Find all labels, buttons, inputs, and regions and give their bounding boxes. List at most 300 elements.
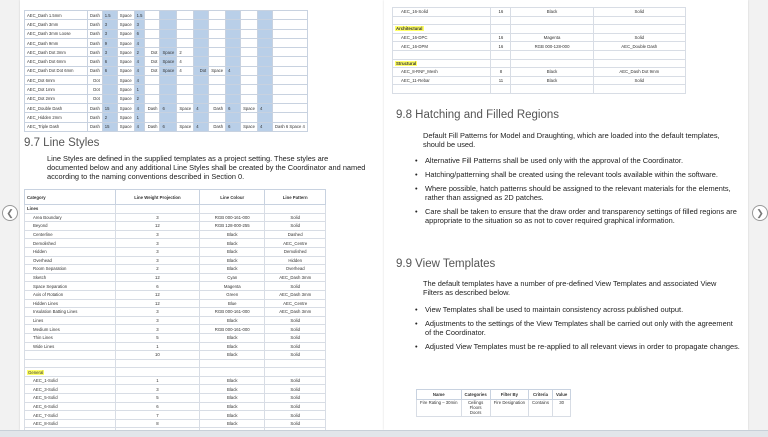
hatching-paragraph: Default Fill Patterns for Model and Draughting, which are loaded into the default templates, should be used. [423,131,720,149]
table-cell: AEC_8-Solid [25,419,116,428]
table-cell: Dash [88,66,103,75]
chevron-right-icon[interactable]: ❯ [752,205,768,221]
table-cell: Dot [145,57,160,66]
table-cell: 3 [102,29,117,38]
table-cell: Solid [265,411,326,420]
hatching-bullet-list [414,156,740,230]
table-cell: AEC_Dash Dot Dot 6mm [25,66,88,75]
list-item-text: Adjusted View Templates must be re-applied to all relevant views in order to propagate changes. [425,342,740,351]
table-cell [226,94,241,103]
table-cell [257,29,272,38]
table-cell [593,59,685,68]
table-cell: Overhead [25,256,116,265]
table-cell: Demolished [25,239,116,248]
table-cell [393,50,491,59]
table-cell [461,400,490,417]
group-label: Architectural [396,26,423,32]
table-cell: Dash 6 Space 4 [272,122,307,131]
table-cell: Dot [145,66,160,75]
table-cell: Dash [88,38,103,47]
table-cell: Space [117,85,134,94]
table-cell: 30 [552,400,570,417]
table-cell [209,113,226,122]
table-row [25,325,326,334]
table-cell [102,94,117,103]
table-cell: Dashed [265,230,326,239]
table-cell: 15 [102,122,117,131]
table-cell: Magenta [511,33,593,42]
table-row [25,256,326,265]
list-item-text: View Templates shall be used to maintain consistency across published output. [425,305,684,314]
table-cell: Solid [265,394,326,403]
table-cell [177,29,194,38]
table-row [393,8,686,17]
column-header: Value [552,390,570,400]
table-cell: 11 [491,76,511,85]
table-cell: 7 [115,411,199,420]
table-cell [257,85,272,94]
table-cell: 5 [115,333,199,342]
table-row [393,33,686,42]
table-cell [145,38,160,47]
table-cell: 1 [134,85,145,94]
column-header: Line Colour [200,190,265,205]
table-cell [25,368,116,377]
table-cell: Space [117,29,134,38]
column-header: Line Pattern [265,190,326,205]
table-cell [160,11,177,20]
table-cell [194,113,209,122]
table-cell [393,25,491,34]
table-cell: Lines [25,316,116,325]
table-cell: AEC_Dash Dot 3mm [25,48,88,57]
table-cell: 4 [194,122,209,131]
table-cell [241,57,258,66]
section-heading-line-styles: 9.7 Line Styles [24,137,100,149]
table-cell: 16 [491,33,511,42]
table-cell: Room Separation [25,265,116,274]
table-row [417,400,571,417]
table-cell [272,11,307,20]
table-row [393,16,686,25]
table-cell: Dash [145,103,160,112]
table-cell: 3 [115,247,199,256]
table-cell: AEC_Centre [265,239,326,248]
table-cell [491,50,511,59]
table-row [25,239,326,248]
table-cell [241,94,258,103]
table-cell: AEC_8-RNF_Mesh [393,68,491,77]
table-cell: Space [177,103,194,112]
table-cell [257,113,272,122]
table-row [25,213,326,222]
table-cell: Black [200,385,265,394]
table-cell: Space [117,57,134,66]
table-cell: AEC_16-Solid [393,8,491,17]
table-cell [511,25,593,34]
table-cell: 2 [177,48,194,57]
table-cell [272,85,307,94]
table-cell [226,38,241,47]
table-cell: 12 [115,273,199,282]
table-cell: 12 [115,222,199,231]
bullet-icon: • [415,305,418,314]
table-cell: Fire Rating – 30min [417,400,462,417]
table-cell: Black [200,316,265,325]
table-cell: Solid [265,376,326,385]
table-cell [194,20,209,29]
table-cell: Magenta [200,282,265,291]
table-cell: Space [160,57,177,66]
table-cell: AEC_Dot 2mm [25,94,88,103]
table-cell: 9 [102,38,117,47]
table-cell [115,205,199,214]
table-row [25,122,308,131]
table-cell [145,11,160,20]
table-row [25,247,326,256]
table-cell: 8 [115,419,199,428]
table-cell [241,20,258,29]
table-cell [265,368,326,377]
table-cell [160,94,177,103]
table-cell: 3 [115,385,199,394]
group-label: Structural [396,60,417,66]
table-cell: AEC_6-Solid [25,402,116,411]
table-cell: Contains [529,400,553,417]
table-row [393,85,686,94]
table-cell [209,20,226,29]
table-cell: Solid [265,316,326,325]
table-cell: Black [200,247,265,256]
table-cell: 4 [134,122,145,131]
table-cell: Dash [88,57,103,66]
table-cell [102,76,117,85]
table-cell: 12 [115,290,199,299]
table-cell [145,29,160,38]
bullet-icon: • [415,342,418,351]
table-cell [272,38,307,47]
table-row [25,113,308,122]
table-cell: Black [511,8,593,17]
table-cell [209,38,226,47]
table-row [393,25,686,34]
table-cell [226,113,241,122]
column-header: Category [25,190,116,205]
table-cell: AEC_1-Solid [25,376,116,385]
table-cell: Black [200,351,265,360]
table-cell [272,57,307,66]
table-cell [194,76,209,85]
table-cell: AEC_Dash 3mm [265,308,326,317]
table-cell: Black [200,256,265,265]
table-cell [209,48,226,57]
list-item [414,156,740,165]
table-cell: AEC_7-Solid [25,411,116,420]
table-cell [257,38,272,47]
table-cell [145,20,160,29]
table-cell [241,85,258,94]
table-cell: 12 [115,299,199,308]
column-header: Criteria [529,390,553,400]
table-cell: 6 [102,57,117,66]
table-cell: Sketch [25,273,116,282]
table-cell: Space [117,38,134,47]
table-row [25,411,326,420]
list-item-text: Hatching/patterning shall be created using the relevant tools available within the software. [425,170,718,179]
table-cell: Dash [88,113,103,122]
table-cell [272,20,307,29]
table-cell: AEC_Dash 1.5mm [25,11,88,20]
table-cell: 2 [134,94,145,103]
table-cell [593,85,685,94]
table-cell: Solid [265,213,326,222]
table-cell [241,11,258,20]
table-cell: 3 [102,48,117,57]
table-cell-line: Doors [469,410,482,416]
table-cell [272,94,307,103]
table-cell: Space [117,103,134,112]
table-row [25,402,326,411]
table-cell: 4 [177,57,194,66]
table-cell [194,29,209,38]
table-row [25,359,326,368]
group-label: General [28,369,44,375]
table-cell: 3 [115,230,199,239]
table-cell: 6 [160,122,177,131]
table-cell: 6 [102,66,117,75]
table-cell: 3 [134,20,145,29]
table-row [25,376,326,385]
table-cell: Beyond [25,222,116,231]
bullet-icon: • [415,184,418,193]
table-cell [200,368,265,377]
table-cell: Space [160,48,177,57]
table-cell: AEC_Dash 3mm [265,290,326,299]
table-cell: 1.5 [134,11,145,20]
table-cell [209,85,226,94]
table-cell: AEC_16-DPC [393,33,491,42]
table-cell [177,85,194,94]
table-cell: 2 [134,48,145,57]
table-cell [145,94,160,103]
table-cell: AEC_3-Solid [25,385,116,394]
table-cell: Black [200,411,265,420]
table-row [25,394,326,403]
table-cell [160,29,177,38]
table-cell: Solid [265,333,326,342]
table-cell: RGB 000-161-000 [200,213,265,222]
table-cell [257,66,272,75]
list-item [414,207,740,225]
table-cell: 16 [491,8,511,17]
table-cell: Demolished [265,247,326,256]
table-cell [200,359,265,368]
table-cell: 16 [491,42,511,51]
chevron-left-icon[interactable]: ❮ [2,205,18,221]
section-heading-hatching: 9.8 Hatching and Filled Regions [396,109,560,121]
table-cell-line: Floors [469,405,482,411]
table-cell: Dash [88,20,103,29]
table-cell: Space [117,66,134,75]
table-cell: Fire Designation [490,400,528,417]
table-cell: 4 [177,66,194,75]
table-cell: AEC_Double Dash [25,103,88,112]
table-cell [491,25,511,34]
table-cell: 4 [257,103,272,112]
table-cell: 4 [134,76,145,85]
line-styles-table-continued [392,7,686,94]
table-cell [511,50,593,59]
table-cell [511,85,593,94]
table-cell: Black [200,239,265,248]
table-cell: Black [200,230,265,239]
table-cell: AEC_Double Dash [593,42,685,51]
table-cell: Black [200,265,265,274]
table-cell: Space [209,66,226,75]
table-cell [209,29,226,38]
table-row [25,290,326,299]
line-styles-table [24,189,326,437]
table-row [25,57,308,66]
table-cell [265,359,326,368]
table-cell [194,94,209,103]
table-cell [209,94,226,103]
table-cell: 1 [115,342,199,351]
table-cell [209,57,226,66]
list-item-text: Care shall be taken to ensure that the draw order and transparency settings of filled regions are appropriate to the situation so as not to cover required graphical information. [425,207,737,225]
list-item [414,342,740,351]
table-cell [511,16,593,25]
table-cell: Space [117,113,134,122]
table-cell [226,48,241,57]
table-cell [226,85,241,94]
table-cell [265,205,326,214]
table-cell: AEC_16-DPM [393,42,491,51]
table-row [25,265,326,274]
list-item-text: Where possible, hatch patterns should be assigned to the relevant materials for the elements, rather than assigned as 2D patches. [425,184,731,202]
table-cell: Solid [265,402,326,411]
table-cell: Green [200,290,265,299]
table-cell: Dot [194,66,209,75]
column-header: Name [417,390,462,400]
table-row [25,333,326,342]
table-cell: Solid [265,351,326,360]
table-cell: Solid [265,342,326,351]
bullet-icon: • [415,170,418,179]
table-cell [593,50,685,59]
table-cell [257,76,272,85]
table-cell [209,11,226,20]
section-heading-view-templates: 9.9 View Templates [396,258,496,270]
table-cell: AEC_Dash 3mm Loose [25,29,88,38]
table-cell: AEC_11-Rebar [393,76,491,85]
table-cell [393,59,491,68]
table-cell [115,368,199,377]
table-cell [177,94,194,103]
table-row [25,419,326,428]
table-row [25,308,326,317]
table-cell [393,16,491,25]
table-cell [272,103,307,112]
table-cell: 3 [115,325,199,334]
table-row [25,368,326,377]
table-cell: Solid [593,33,685,42]
table-row [25,38,308,47]
table-cell: Black [200,419,265,428]
table-cell: 10 [115,351,199,360]
table-cell [257,48,272,57]
table-cell: Solid [265,282,326,291]
table-cell [593,25,685,34]
table-cell: 4 [226,66,241,75]
table-cell: Dash [88,122,103,131]
table-cell: AEC_5-Solid [25,394,116,403]
table-cell [194,11,209,20]
table-cell [194,48,209,57]
table-cell: Black [200,333,265,342]
table-row [25,282,326,291]
table-cell: 4 [194,103,209,112]
table-row [25,20,308,29]
table-cell [393,85,491,94]
table-cell: 4 [134,66,145,75]
table-cell [160,85,177,94]
table-cell [272,48,307,57]
table-cell: Thin Lines [25,333,116,342]
table-cell: 6 [226,103,241,112]
table-cell [257,20,272,29]
table-row [25,103,308,112]
table-cell: 3 [102,20,117,29]
table-cell: Dash [209,122,226,131]
table-row [393,42,686,51]
table-cell [25,359,116,368]
table-cell: Centerline [25,230,116,239]
table-cell: 1 [134,113,145,122]
table-cell: 6 [115,402,199,411]
table-row [25,85,308,94]
table-cell [241,113,258,122]
table-row [25,11,308,20]
table-row [25,222,326,231]
list-item [414,319,740,337]
table-cell: 15 [102,103,117,112]
document-page-right [384,0,748,430]
table-cell: AEC_Triple Dash [25,122,88,131]
table-cell: 6 [134,29,145,38]
table-cell: Space [241,122,258,131]
table-cell: 1.5 [102,11,117,20]
table-row [25,230,326,239]
table-row [25,205,326,214]
table-cell: Hidden Lines [25,299,116,308]
table-row [393,50,686,59]
table-cell: Dot [88,85,103,94]
table-cell [160,38,177,47]
table-cell [257,57,272,66]
table-cell [241,66,258,75]
table-cell [25,351,116,360]
table-cell [491,16,511,25]
table-cell: 1 [115,376,199,385]
status-bar [0,430,768,437]
table-cell: 2 [102,113,117,122]
table-cell: 6 [115,282,199,291]
table-cell: AEC_Dot 6mm [25,76,88,85]
table-cell: Cyan [200,273,265,282]
table-cell: Solid [265,419,326,428]
table-cell: AEC_Dash 3mm [25,20,88,29]
